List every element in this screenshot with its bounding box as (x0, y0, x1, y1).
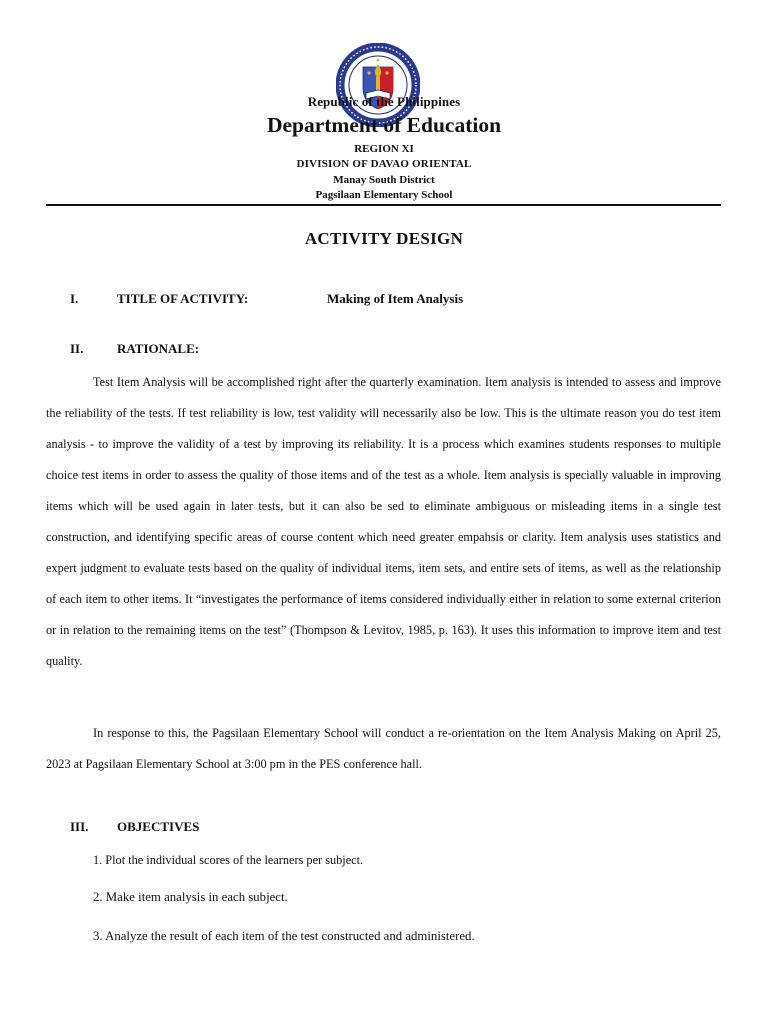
activity-title-value: Making of Item Analysis (327, 291, 464, 306)
section-1-heading: TITLE OF ACTIVITY: (117, 291, 249, 306)
section-3-heading: OBJECTIVES (117, 819, 200, 834)
republic-label: Republic of the Philippines (307, 94, 461, 109)
section-2-numeral: II. (70, 341, 84, 356)
response-paragraph: In response to this, the Pagsilaan Elementary School will conduct a re-orientation on the Item Analysis Making on April 25, 2023 at Pagsilaan Elementary School at 3:00 pm in the PES conference hall. (46, 726, 721, 771)
objective-item: 2. Make item analysis in each subject. (93, 890, 288, 904)
header-divider (46, 204, 721, 206)
section-1-numeral: I. (70, 291, 79, 306)
document-title: ACTIVITY DESIGN (304, 229, 464, 248)
region-label: REGION XI (354, 143, 414, 155)
department-title: Department of Education (266, 113, 502, 137)
objective-item: 3. Analyze the result of each item of the test constructed and administered. (93, 929, 475, 943)
division-label: DIVISION OF DAVAO ORIENTAL (296, 158, 472, 170)
objective-item: 1. Plot the individual scores of the learners per subject. (93, 853, 364, 867)
rationale-paragraph: Test Item Analysis will be accomplished right after the quarterly examination. Item analysis is intended to assess and improve the reliability of the tests. If test reliability is low, test validity will necessarily also be low. This is the ultimate reason you do test item analysis - to improve the validity of a test by improving its reliability. It is a process which examines students responses to multiple choice test items in order to assess the quality of those items and of the test as a whole. Item analysis is specially valuable in improving items which will be used again in later tests, but it can also be sed to eliminate ambiguous or misleading items in a single test construction, and identifying specific areas of course content which need greater empahsis or clarity. Item analysis uses statistics and expert judgment to evaluate tests based on the quality of individual items, item sets, and entire sets of items, as well as the relationship of each item to other items. It “investigates the performance of items considered individually either in relation to some external criterion or in relation to the remaining items on the test” (Thompson & Levitov, 1985, p. 163). It uses this information to improve item and test quality. (46, 375, 721, 668)
district-label: Manay South District (333, 174, 435, 186)
school-label: Pagsilaan Elementary School (315, 189, 453, 201)
section-3-numeral: III. (70, 819, 89, 834)
section-2-heading: RATIONALE: (117, 341, 200, 356)
